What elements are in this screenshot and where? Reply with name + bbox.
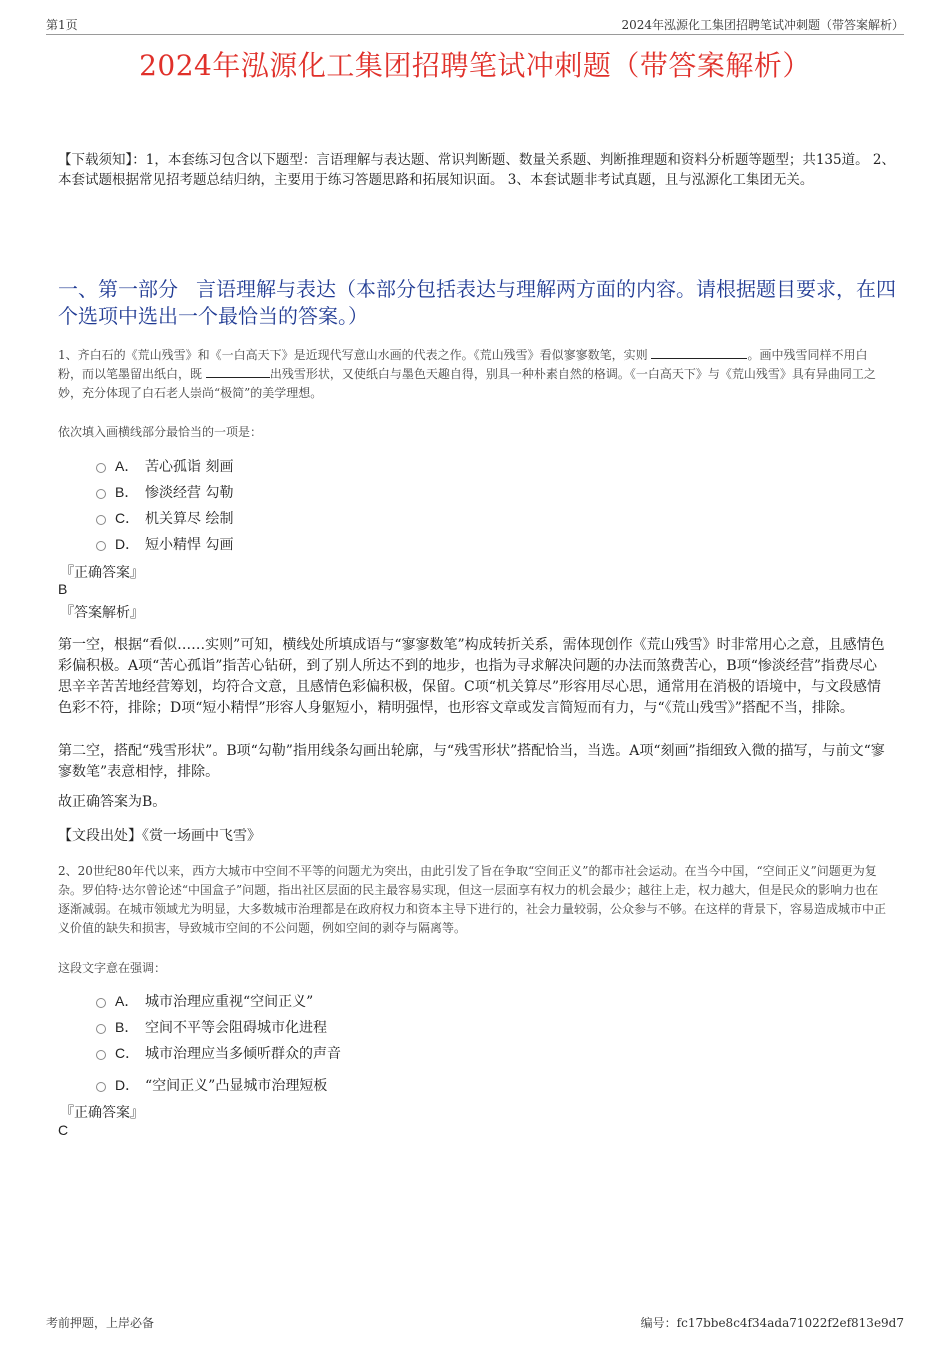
question-2-option-a[interactable]: A． 城市治理应重视“空间正义” [96,991,313,1011]
question-1-answer-label: 『正确答案』 [60,565,144,581]
question-1-answer: B [58,581,68,597]
question-1-option-d[interactable]: D． 短小精悍 勾画 [96,534,233,554]
download-notice: 【下载须知】：1，本套练习包含以下题型：言语理解与表达题、常识判断题、数量关系题、判断推理题和资料分析题等题型；共135道。 2、本套试题根据常见招考题总结归纳，主要用于练习答题思路和拓展知识面。 3、本套试题非考试真题，且与泓源化工集团无关。 [58,152,895,188]
page-footer [46,1314,904,1330]
fill-blank-2 [206,365,270,378]
radio-icon[interactable] [96,515,106,525]
question-1-text-part-b: 。画中残雪同样不用白粉，而以笔墨留出纸白，既 [58,348,868,381]
question-1-analysis-paragraph-1: 第一空，根据“看似……实则”可知，横线处所填成语与“寥寥数笔”构成转折关系，需体现创作《荒山残雪》时非常用心之意，且感情色彩偏积极。A项“苦心孤诣”指苦心钻研，到了别人所达不到的地步，也指为寻求解决问题的办法而煞费苦心，B项“惨淡经营”指费尽心思辛辛苦苦地经营筹划，均符合文意，且感情色彩偏积极，保留。C项“机关算尽”形容用尽心思，通常用在消极的语境中，与文段感情色彩不符，排除；D项“短小精悍”形容人身躯短小，精明强悍，也形容文章或发言简短而有力，与“《荒山残雪》”搭配不当，排除。 [58,637,885,716]
radio-icon[interactable] [96,489,106,499]
question-1-option-a[interactable]: A． 苦心孤诣 刻画 [96,456,233,476]
question-1-option-b[interactable]: B． 惨淡经营 勾勒 [96,482,233,502]
radio-icon[interactable] [96,463,106,473]
section-description: 言语理解与表达（本部分包括表达与理解两方面的内容。请根据题目要求，在四个选项中选出一个最恰当的答案。） [58,277,896,328]
radio-icon[interactable] [96,998,106,1008]
document-id: 编号：fc17bbe8c4f34ada71022f2ef813e9d7 [640,1316,904,1330]
question-1-source: 【文段出处】《赏一场画中飞雪》 [58,828,261,844]
question-1-text-part-c: 出残雪形状，又使纸白与墨色天趣自得，别具一种朴素自然的格调。《一白高天下》与《荒山残雪》具有异曲同工之妙，充分体现了白石老人崇尚“极简”的美学理想。 [58,367,876,400]
question-1-prompt: 依次填入画横线部分最恰当的一项是： [58,425,263,439]
footer-slogan: 考前押题，上岸必备 [46,1316,155,1330]
question-2-option-d[interactable]: D． “空间正义”凸显城市治理短板 [96,1075,327,1095]
fill-blank-1 [651,346,747,359]
question-1-analysis-label: 『答案解析』 [60,605,144,621]
radio-icon[interactable] [96,1082,106,1092]
page-header [46,14,904,35]
section-heading [58,276,896,330]
radio-icon[interactable] [96,1024,106,1034]
header-doc-title: 2024年泓源化工集团招聘笔试冲刺题（带答案解析） [621,18,904,32]
question-1-option-c[interactable]: C． 机关算尽 绘制 [96,508,233,528]
question-2-answer: C [58,1122,69,1138]
section-title: 一、第一部分 [58,277,178,301]
question-2-text: 2、20世纪80年代以来，西方大城市中空间不平等的问题尤为突出，由此引发了旨在争取“空间正义”的都市社会运动。在当今中国，“空间正义”问题更为复杂。罗伯特·达尔曾论述“中国盒子”问题，指出社区层面的民主最容易实现，但这一层面享有权力的机会最少；越往上走，权力越大，但是民众的影响力也在逐渐减弱。在城市领域尤为明显，大多数城市治理都是在政府权力和资本主导下进行的，社会力量较弱，公众参与不够。在这样的背景下，容易造成城市中正义价值的缺失和损害，导致城市空间的不公问题，例如空间的剥夺与隔离等。 [58,864,887,935]
question-1-conclusion: 故正确答案为B。 [58,794,167,810]
question-1-text-part-a: 1、齐白石的《荒山残雪》和《一白高天下》是近现代写意山水画的代表之作。《荒山残雪》看似寥寥数笔，实则 [58,348,648,362]
question-1-text [58,346,890,403]
question-2-option-c[interactable]: C． 城市治理应当多倾听群众的声音 [96,1043,341,1063]
radio-icon[interactable] [96,541,106,551]
question-1-analysis-paragraph-2: 第二空，搭配“残雪形状”。B项“勾勒”指用线条勾画出轮廓，与“残雪形状”搭配恰当，当选。A项“刻画”指细致入微的描写，与前文“寥寥数笔”表意相悖，排除。 [58,743,885,780]
question-2-option-b[interactable]: B． 空间不平等会阻碍城市化进程 [96,1017,327,1037]
question-2-prompt: 这段文字意在强调： [58,961,167,975]
page-number: 第1页 [46,18,78,32]
question-2-answer-label: 『正确答案』 [60,1105,144,1121]
radio-icon[interactable] [96,1050,106,1060]
document-title: 2024年泓源化工集团招聘笔试冲刺题（带答案解析） [139,49,811,82]
